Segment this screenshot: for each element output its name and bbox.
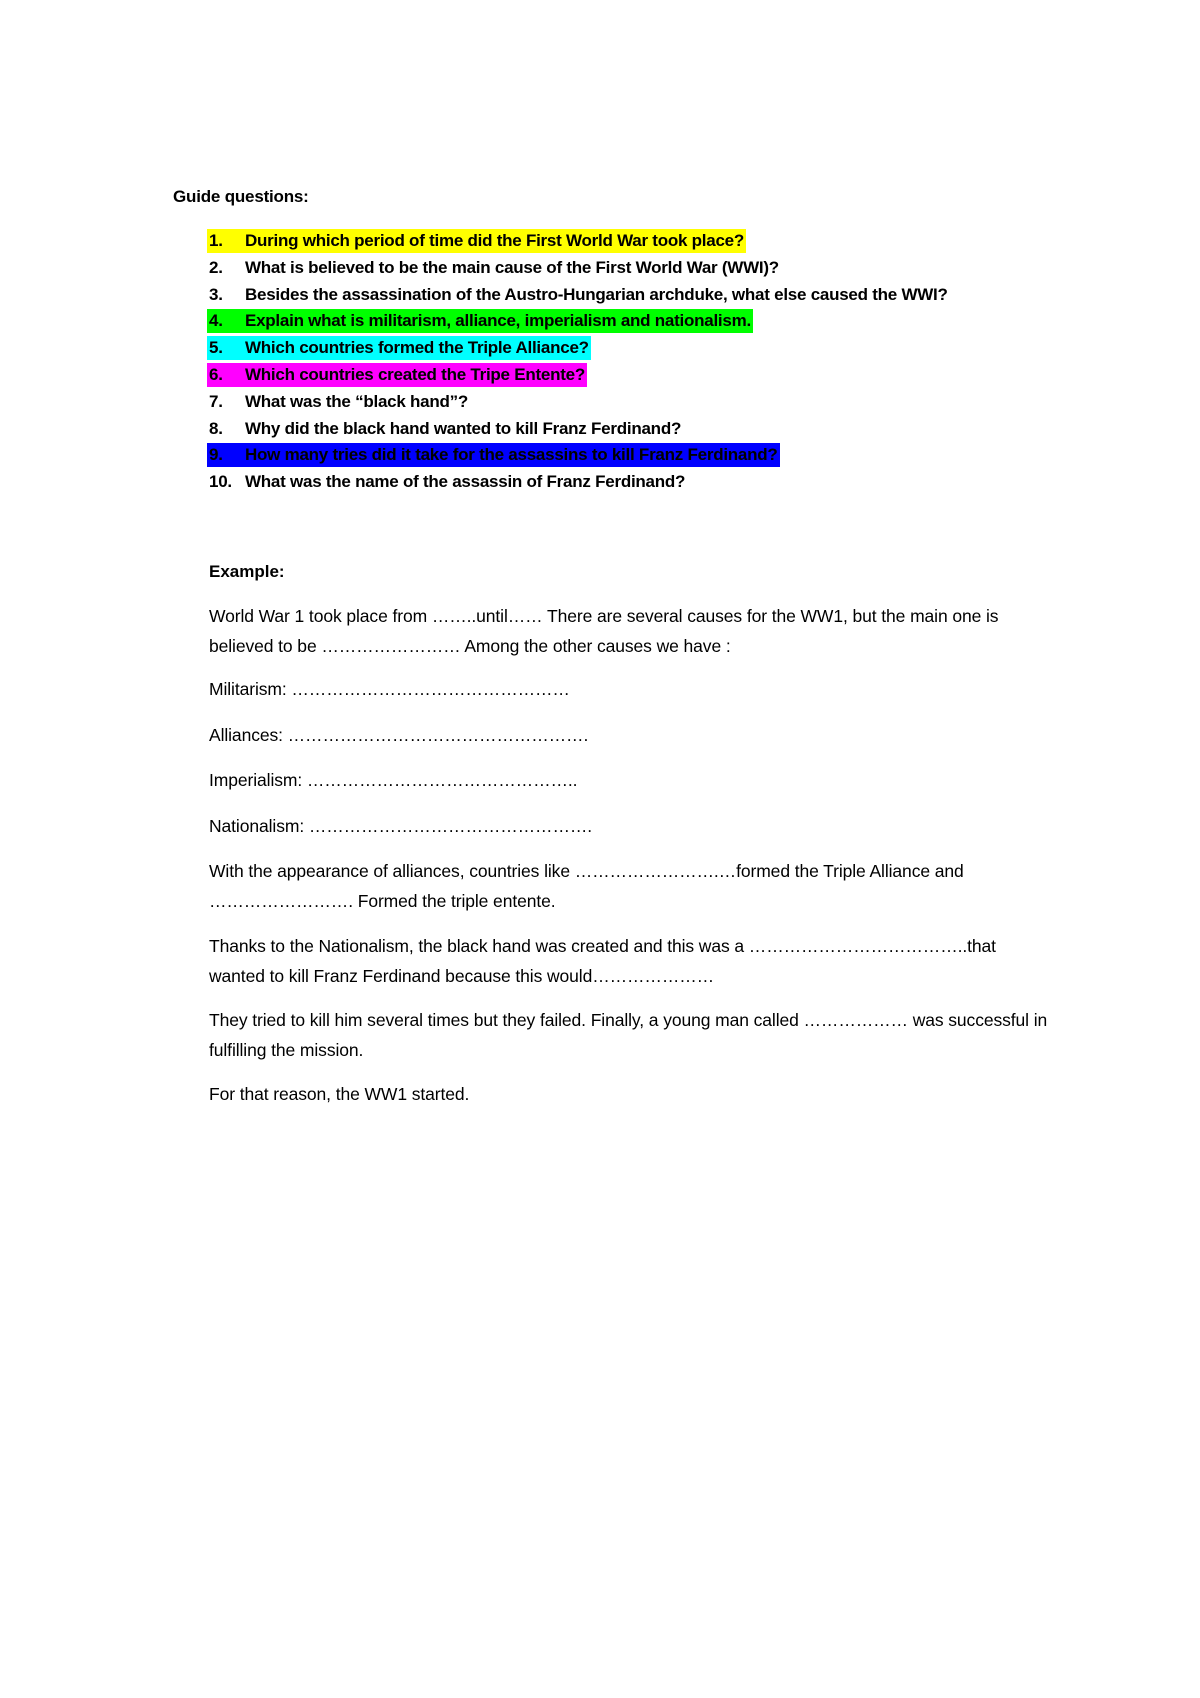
question-text: During which period of time did the First World War took place?: [245, 231, 744, 250]
question-text: Why did the black hand wanted to kill Franz Ferdinand?: [245, 418, 682, 438]
question-text: What is believed to be the main cause of the First World War (WWI)?: [245, 257, 779, 277]
example-intro-paragraph: World War 1 took place from ……..until…… There are several causes for the WW1, but the main one is believed to be …………………… Among the other causes we have :: [209, 606, 999, 656]
question-item-8: [209, 417, 950, 444]
imperialism-line: Imperialism: ………………………………………..: [209, 770, 578, 790]
question-highlight: [207, 390, 470, 414]
militarism-line: Militarism: …………………………………………: [209, 679, 570, 699]
question-highlight: [207, 363, 587, 387]
black-hand-paragraph: Thanks to the Nationalism, the black hand was created and this was a ………………………………..that wanted to kill Franz Ferdinand because this would…………………: [209, 936, 996, 986]
question-item-6: [209, 363, 950, 390]
question-text: Explain what is militarism, alliance, imperialism and nationalism.: [245, 311, 751, 331]
question-item-3: [209, 283, 950, 310]
question-number: 8.: [209, 418, 223, 438]
question-number: 9.: [209, 445, 223, 465]
question-number: 5.: [209, 338, 223, 358]
question-list: [209, 229, 950, 497]
question-text: What was the name of the assassin of Franz Ferdinand?: [245, 472, 686, 492]
question-item-9: [209, 443, 950, 470]
example-heading: Example:: [209, 562, 285, 581]
question-item-10: [209, 470, 950, 497]
question-highlight: [207, 283, 950, 307]
question-highlight: [207, 443, 780, 467]
question-item-2: [209, 256, 950, 283]
question-text: Besides the assassination of the Austro-Hungarian archduke, what else caused the WWI?: [245, 284, 948, 304]
question-item-1: [209, 229, 950, 256]
question-number: 2.: [209, 257, 223, 277]
question-item-5: [209, 336, 950, 363]
question-text: What was the “black hand”?: [245, 391, 469, 411]
question-text: How many tries did it take for the assassins to kill Franz Ferdinand?: [245, 445, 778, 465]
question-highlight: [207, 229, 746, 253]
question-highlight: [207, 309, 753, 333]
question-item-4: [209, 309, 950, 336]
alliances-paragraph: With the appearance of alliances, countries like …………………….…formed the Triple Alliance and ……………………. Formed the triple entente.: [209, 861, 964, 911]
assassin-paragraph: They tried to kill him several times but they failed. Finally, a young man called ……………… was successful in fulfilling the mission.: [209, 1010, 1048, 1060]
question-number: 10.: [209, 472, 232, 492]
question-number: 1.: [209, 231, 223, 250]
question-text: Which countries formed the Triple Alliance?: [245, 338, 589, 358]
question-item-7: [209, 390, 950, 417]
conclusion-line: For that reason, the WW1 started.: [209, 1084, 470, 1104]
question-highlight: [207, 336, 591, 360]
question-number: 7.: [209, 391, 223, 411]
question-text: Which countries created the Tripe Entente?: [245, 364, 585, 384]
question-number: 4.: [209, 311, 223, 331]
alliances-line: Alliances: …………………………………………….: [209, 725, 589, 745]
guide-questions-heading: Guide questions:: [173, 187, 309, 206]
question-highlight: [207, 417, 683, 441]
nationalism-line: Nationalism: ………………………………………….: [209, 816, 593, 836]
question-highlight: [207, 256, 781, 280]
question-highlight: [207, 470, 687, 494]
question-number: 6.: [209, 364, 223, 384]
question-number: 3.: [209, 284, 223, 304]
